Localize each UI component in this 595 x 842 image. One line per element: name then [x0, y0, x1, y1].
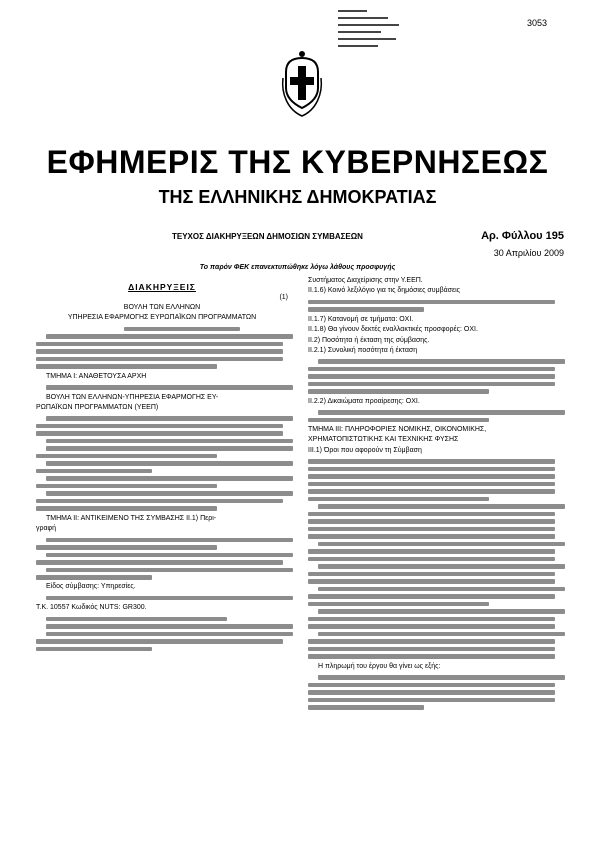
- illegible-line: [308, 549, 555, 554]
- text-line: Η πληρωμή του έργου θα γίνει ως εξής:: [318, 662, 441, 670]
- illegible-line: [308, 534, 555, 539]
- text-line: ΙΙ.1.8) Θα γίνουν δεκτές εναλλακτικές προσφορές: ΟΧΙ.: [308, 326, 478, 334]
- illegible-line: [308, 519, 555, 524]
- text-line: ΤΜΗΜΑ ΙΙ: ΑΝΤΙΚΕΙΜΕΝΟ ΤΗΣ ΣΥΜΒΑΣΗΣ ΙΙ.1) Περι-: [46, 514, 217, 522]
- illegible-line: [36, 499, 283, 504]
- right-column: [308, 276, 560, 712]
- illegible-line: [36, 506, 217, 511]
- greek-coat-of-arms-icon: [280, 50, 324, 120]
- illegible-line: [308, 698, 555, 703]
- illegible-line: [36, 545, 217, 550]
- illegible-line: [318, 359, 565, 364]
- section-heading: ΔΙΑΚΗΡΥΞΕΙΣ: [128, 282, 196, 292]
- illegible-line: [36, 647, 152, 652]
- illegible-line: [36, 431, 283, 436]
- illegible-line: [36, 349, 283, 354]
- illegible-line: [308, 639, 555, 644]
- illegible-line: [36, 575, 152, 580]
- illegible-line: [318, 564, 565, 569]
- text-line: Τ.Κ. 10557 Κωδικός NUTS: GR300.: [36, 604, 147, 612]
- illegible-line: [308, 374, 555, 379]
- illegible-line: [46, 385, 293, 390]
- illegible-line: [46, 334, 293, 339]
- illegible-line: [308, 617, 555, 622]
- illegible-line: [308, 624, 555, 629]
- illegible-line: [46, 596, 293, 601]
- text-line: ΒΟΥΛΗ ΤΩΝ ΕΛΛΗΝΩΝ: [123, 304, 201, 311]
- illegible-line: [318, 410, 565, 415]
- illegible-line: [36, 364, 217, 369]
- illegible-line: [46, 491, 293, 496]
- text-line: ΒΟΥΛΗ ΤΩΝ ΕΛΛΗΝΩΝ-ΥΠΗΡΕΣΙΑ ΕΦΑΡΜΟΓΗΣ ΕΥ-: [46, 393, 219, 401]
- illegible-line: [308, 690, 555, 695]
- illegible-line: [308, 602, 489, 607]
- text-line: ΤΜΗΜΑ Ι: ΑΝΑΘΕΤΟΥΣΑ ΑΡΧΗ: [46, 372, 147, 380]
- text-line: ΡΩΠΑΪΚΩΝ ΠΡΟΓΡΑΜΜΑΤΩΝ (ΥΕΕΠ): [36, 403, 159, 411]
- issue-date: 30 Απριλίου 2009: [493, 248, 564, 258]
- illegible-line: [46, 568, 293, 573]
- illegible-line: [308, 654, 555, 659]
- text-line: Συστήματος Διαχείρισης στην Υ.ΕΕΠ.: [308, 277, 423, 284]
- text-line: ΙΙ.2) Ποσότητα ή έκταση της σύμβασης.: [308, 336, 430, 344]
- gazette-title: ΕΦΗΜΕΡΙΣ ΤΗΣ ΚΥΒΕΡΝΗΣΕΩΣ: [46, 144, 549, 180]
- illegible-line: [308, 557, 555, 562]
- text-line: ΙΙΙ.1) Όροι που αφορούν τη Σύμβαση: [308, 446, 422, 454]
- illegible-line: [46, 553, 293, 558]
- print-office-stamp: [338, 10, 410, 52]
- illegible-line: [308, 705, 424, 710]
- illegible-line: [308, 572, 555, 577]
- illegible-line: [308, 647, 555, 652]
- illegible-line: [308, 300, 555, 305]
- gazette-subtitle: ΤΗΣ ΕΛΛΗΝΙΚΗΣ ΔΗΜΟΚΡΑΤΙΑΣ: [158, 187, 437, 207]
- illegible-line: [46, 439, 293, 444]
- illegible-line: [46, 416, 293, 421]
- text-line: Είδος σύμβασης: Υπηρεσίες.: [46, 583, 136, 591]
- illegible-line: [36, 357, 283, 362]
- illegible-line: [46, 476, 293, 481]
- illegible-line: [308, 579, 555, 584]
- illegible-line: [318, 504, 565, 509]
- illegible-line: [46, 446, 293, 451]
- text-line: ΤΜΗΜΑ ΙΙΙ: ΠΛΗΡΟΦΟΡΙΕΣ ΝΟΜΙΚΗΣ, ΟΙΚΟΝΟΜΙΚΗΣ,: [308, 426, 487, 434]
- text-line: ΥΠΗΡΕΣΙΑ ΕΦΑΡΜΟΓΗΣ ΕΥΡΩΠΑΪΚΩΝ ΠΡΟΓΡΑΜΜΑΤΩΝ: [67, 314, 257, 322]
- illegible-line: [308, 512, 555, 517]
- page-number: 3053: [526, 18, 547, 28]
- illegible-line: [308, 307, 424, 312]
- illegible-line: [318, 632, 565, 637]
- text-line: γραφή: [36, 525, 56, 533]
- illegible-line: [308, 594, 555, 599]
- illegible-line: [318, 609, 565, 614]
- text-line: ΙΙ.2.2) Δικαιώματα προαίρεσης: ΟΧΙ.: [308, 397, 420, 405]
- illegible-line: [318, 675, 565, 680]
- text-line: ΙΙ.2.1) Συνολική ποσότητα ή έκταση: [308, 346, 418, 354]
- illegible-line: [46, 461, 293, 466]
- illegible-line: [36, 484, 217, 489]
- issue-header: [172, 232, 564, 246]
- illegible-line: [36, 639, 283, 644]
- illegible-line: [36, 454, 217, 459]
- issue-series: ΤΕΥΧΟΣ ΔΙΑΚΗΡΥΞΕΩΝ ΔΗΜΟΣΙΩΝ ΣΥΜΒΑΣΕΩΝ: [172, 232, 363, 241]
- left-column: [36, 282, 288, 654]
- illegible-line: [46, 632, 293, 637]
- illegible-line: [308, 389, 489, 394]
- illegible-line: [46, 624, 293, 629]
- illegible-line: [308, 527, 555, 532]
- illegible-line: [124, 327, 240, 332]
- illegible-line: [46, 538, 293, 543]
- illegible-line: [36, 342, 283, 347]
- illegible-line: [308, 489, 555, 494]
- illegible-line: [308, 418, 489, 423]
- illegible-line: [318, 542, 565, 547]
- announcement-ref: (1): [279, 294, 288, 301]
- reprint-notice: Το παρόν ΦΕΚ επανεκτυπώθηκε λόγω λάθους προσφυγής: [199, 264, 396, 271]
- illegible-line: [308, 474, 555, 479]
- issue-sheet-number: Αρ. Φύλλου 195: [481, 230, 564, 242]
- illegible-line: [36, 560, 283, 565]
- illegible-line: [318, 587, 565, 592]
- illegible-line: [308, 467, 555, 472]
- text-line: ΧΡΗΜΑΤΟΠΙΣΤΩΤΙΚΗΣ ΚΑΙ ΤΕΧΝΙΚΗΣ ΦΥΣΗΣ: [308, 436, 459, 444]
- illegible-line: [308, 367, 555, 372]
- text-line: ΙΙ.1.7) Κατανομή σε τμήματα: ΟΧΙ.: [308, 315, 414, 323]
- illegible-line: [36, 424, 283, 429]
- illegible-line: [46, 617, 227, 622]
- illegible-line: [308, 459, 555, 464]
- illegible-line: [36, 469, 152, 474]
- illegible-line: [308, 683, 555, 688]
- illegible-line: [308, 497, 489, 502]
- text-line: ΙΙ.1.6) Κοινό λεξιλόγιο για τις δημόσιες συμβάσεις: [308, 287, 461, 295]
- illegible-line: [308, 382, 555, 387]
- illegible-line: [308, 482, 555, 487]
